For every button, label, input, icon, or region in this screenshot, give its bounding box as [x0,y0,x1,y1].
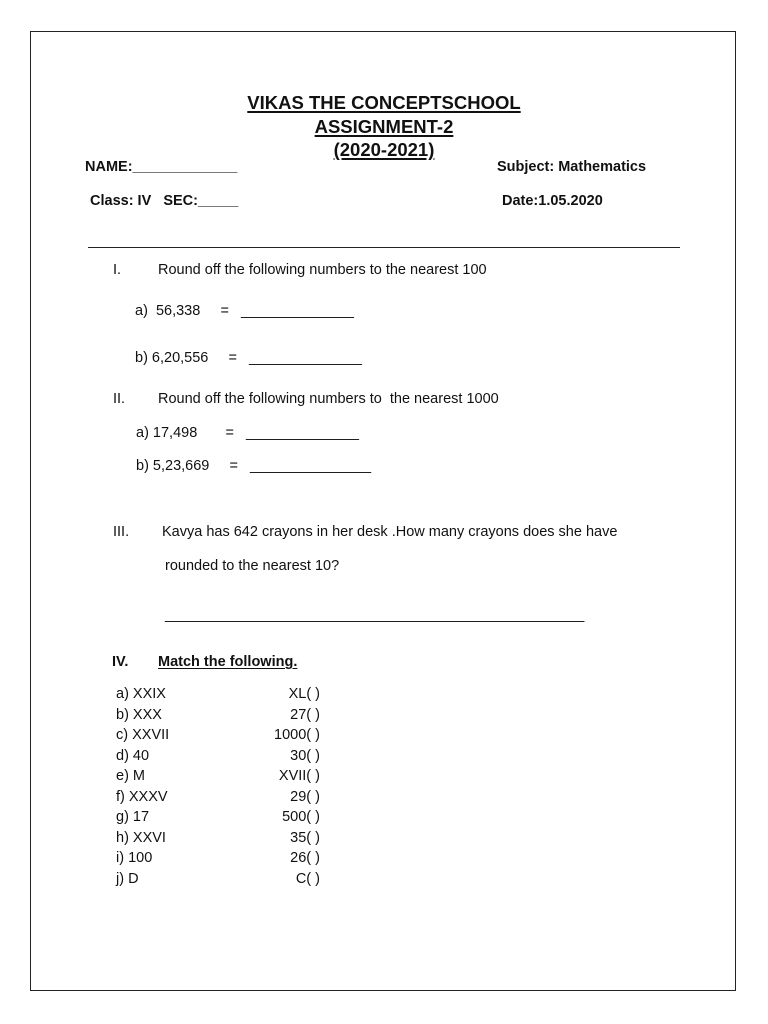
academic-year: (2020-2021) [333,139,435,160]
match-left-item: d) 40 [116,747,150,764]
question-2-number: II. [113,391,126,407]
match-left-item: i) 100 [116,850,153,866]
match-right-item: 26( ) [290,850,320,866]
match-right-item: 27( ) [290,706,320,723]
subject-label: Subject: Mathematics [497,159,647,175]
class-section-label: Class: IV SEC:_____ [90,193,239,209]
name-field-label: NAME:_____________ [85,159,238,175]
match-right-item: 30( ) [290,747,320,764]
date-label: Date:1.05.2020 [502,193,603,209]
school-name: VIKAS THE CONCEPTSCHOOL [247,92,521,113]
match-left-item: j) D [116,870,139,887]
match-left-column [116,684,169,889]
match-left-item: h) XXVI [116,829,166,846]
question-2a: a) 17,498 = ______________ [136,425,359,441]
question-1-text: Round off the following numbers to the nearest 100 [158,262,487,278]
match-right-item: XL( ) [288,686,320,702]
match-right-item: 1000( ) [274,727,320,743]
question-3-answer-line: ____________________________________________________ [165,607,585,623]
match-right-item: XVII( ) [278,768,320,784]
match-right-item: C( ) [295,870,320,887]
question-2b: b) 5,23,669 = _______________ [136,458,372,474]
match-left-item: a) XXIX [116,686,166,702]
match-right-column [230,684,320,889]
question-3-text-line2: rounded to the nearest 10? [165,558,340,574]
match-left-item: g) 17 [116,809,150,825]
question-1a: a) 56,338 = ______________ [135,303,354,319]
question-3-text-line1: Kavya has 642 crayons in her desk .How many crayons does she have [162,524,618,540]
question-4-title: Match the following. [158,654,298,670]
question-2-text: Round off the following numbers to the nearest 1000 [158,391,499,407]
match-left-item: c) XXVII [116,727,170,743]
question-4-number: IV. [112,654,129,670]
match-left-item: b) XXX [116,706,162,723]
match-left-item: f) XXXV [116,788,168,805]
question-3-number: III. [113,524,130,540]
assignment-title: ASSIGNMENT-2 [314,116,454,137]
match-right-item: 35( ) [290,829,320,846]
match-right-item: 29( ) [290,788,320,805]
header-divider [88,247,680,248]
match-right-item: 500( ) [282,809,320,825]
match-left-item: e) M [116,768,145,784]
question-1b: b) 6,20,556 = ______________ [135,350,362,366]
question-1-number: I. [113,262,122,278]
